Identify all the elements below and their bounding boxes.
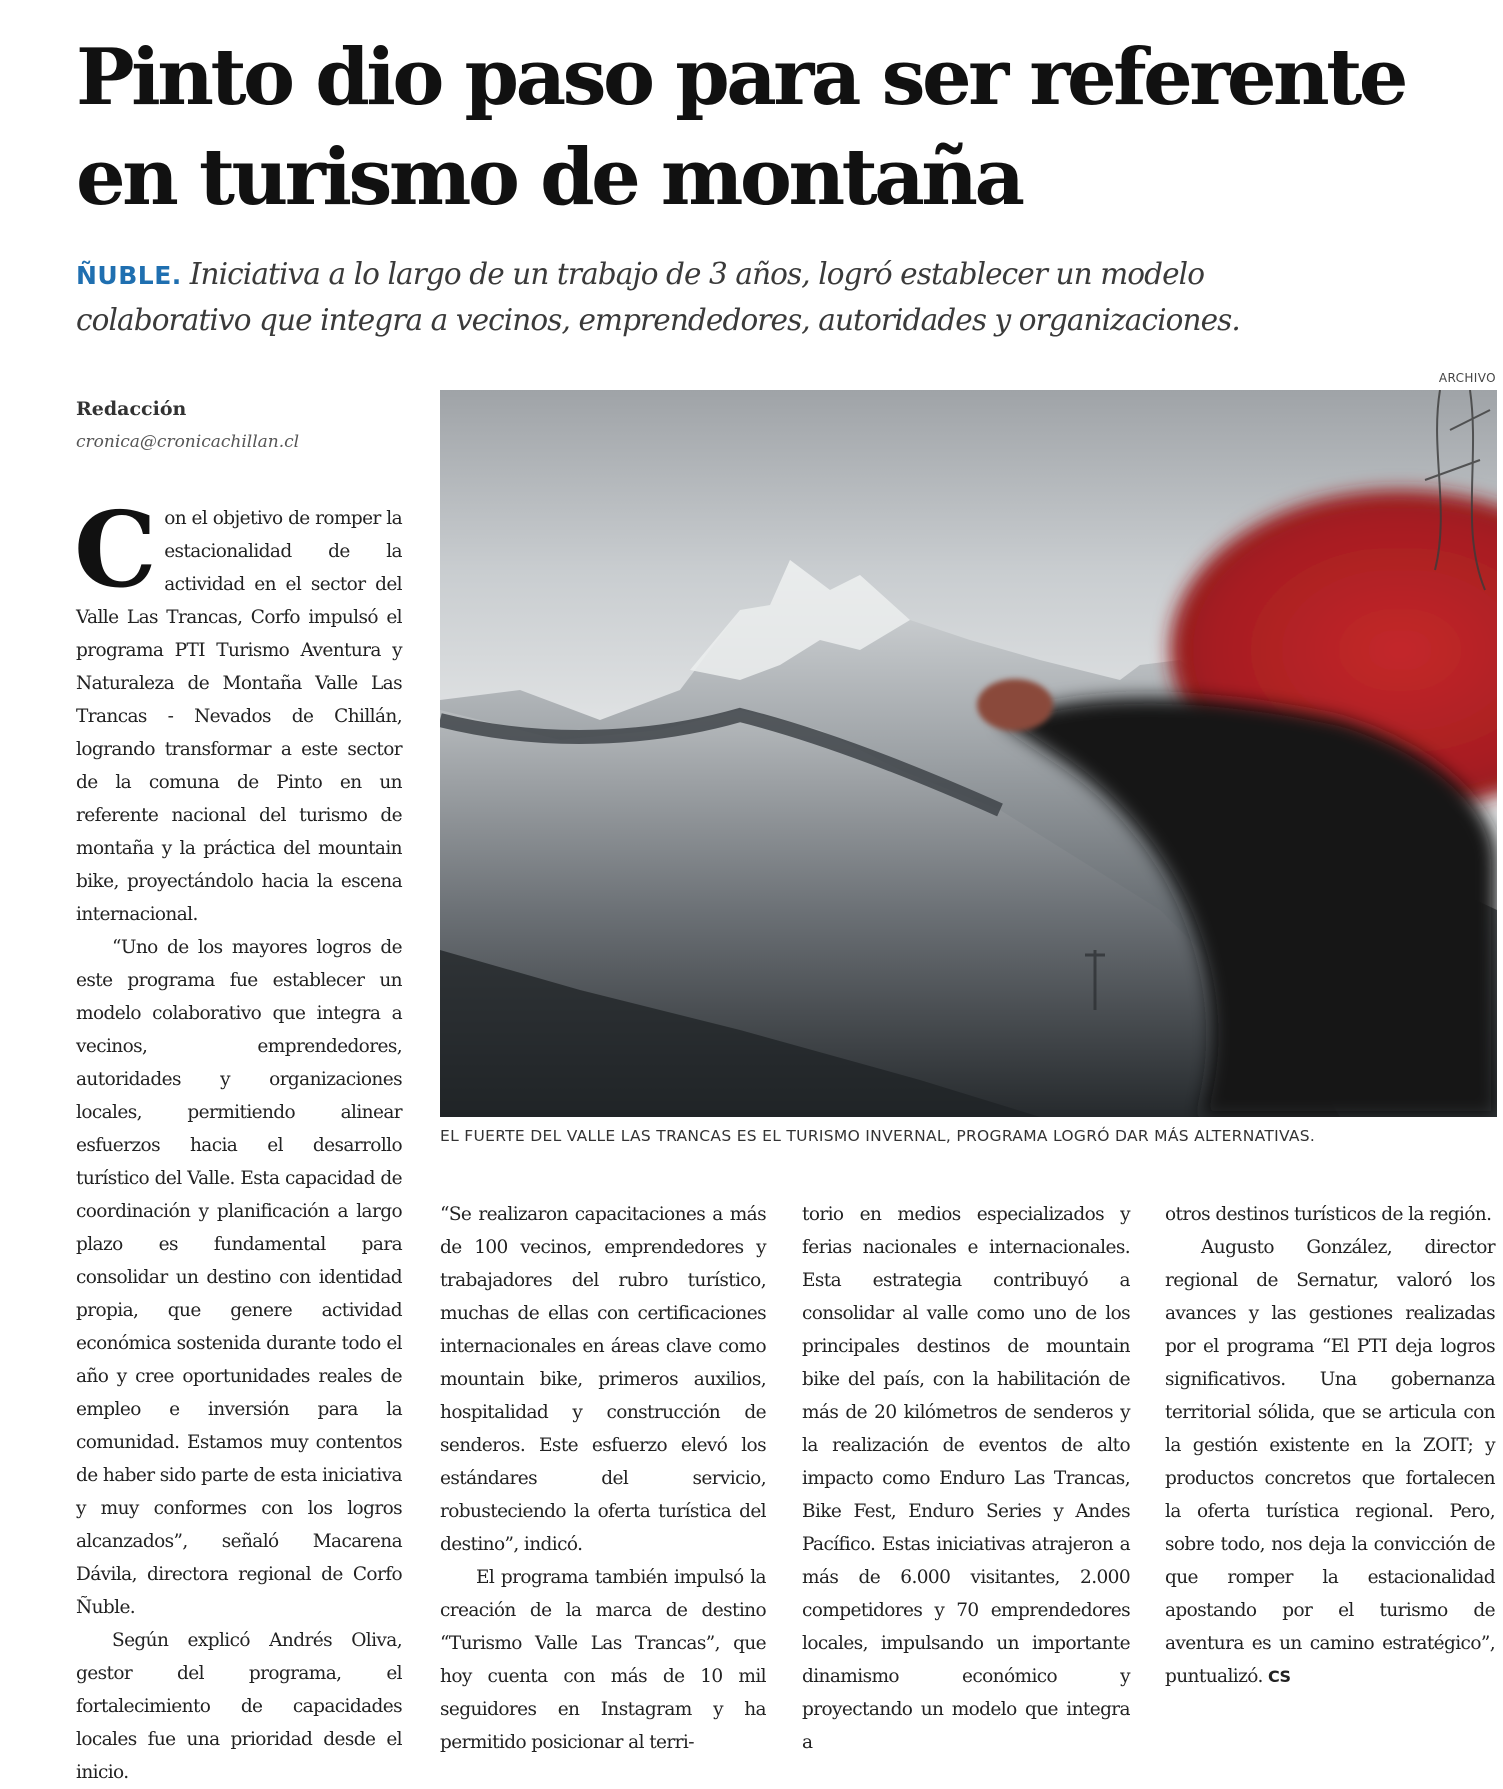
headline (76, 28, 1476, 228)
byline-author: Redacción (76, 398, 187, 420)
deck-text-1: Iniciativa a lo largo de un trabajo de 3 años, logró establecer un modelo (189, 257, 1205, 291)
paragraph-text: on el objetivo de romper la estacionalidad de la actividad en el sector del Valle Las Trancas, Corfo impulsó el programa PTI Turismo Aventura y Naturaleza de Montaña Valle Las Trancas - Nevados de Chillán, logrando transformar a este sector de la comuna de Pinto en un referente nacional del turismo de montaña y la práctica del mountain bike, proyectándolo hacia la escena internacional. (76, 508, 402, 925)
paragraph (74, 488, 402, 931)
mountain-photo-illustration (440, 390, 1497, 1117)
paragraph: Según explicó Andrés Oliva, gestor del programa, el fortalecimiento de capacidades locales fue una prioridad desde el inicio. (76, 1630, 402, 1783)
paragraph: otros destinos turísticos de la región. (1165, 1204, 1492, 1225)
deck-kicker: ÑUBLE. (76, 261, 182, 290)
photo-caption: EL FUERTE DEL VALLE LAS TRANCAS ES EL TURISMO INVERNAL, PROGRAMA LOGRÓ DAR MÁS ALTERNATIVAS. (440, 1127, 1316, 1145)
paragraph: “Uno de los mayores logros de este programa fue establecer un modelo colaborativo que integra a vecinos, emprendedores, autoridades y organizaciones locales, permitiendo alinear esfuerzos hacia el desarrollo turístico del Valle. Esta capacidad de coordinación y planificación a largo plazo es fundamental para consolidar un destino con identidad propia, que genere actividad económica sostenida durante todo el año y cree oportunidades reales de empleo e inversión para la comunidad. Estamos muy contentos de haber sido parte de esta iniciativa y muy conformes con los logros alcanzados”, señaló Macarena Dávila, directora regional de Corfo Ñuble. (76, 937, 402, 1618)
article-column-2 (440, 1198, 766, 1759)
photo-credit: ARCHIVO (1438, 371, 1496, 385)
paragraph (1165, 1231, 1495, 1693)
article-column-4 (1165, 1198, 1495, 1693)
drop-cap: C (74, 488, 157, 611)
deck-line-1 (76, 252, 1486, 298)
article-column-1 (74, 488, 402, 1789)
deck (76, 252, 1486, 343)
deck-line-2: colaborativo que integra a vecinos, emprendedores, autoridades y organizaciones. (76, 303, 1240, 337)
headline-line-2: en turismo de montaña (76, 132, 1022, 223)
paragraph: El programa también impulsó la creación de la marca de destino “Turismo Valle Las Trancas”, que hoy cuenta con más de 10 mil seguidores en Instagram y ha permitido posicionar al terri- (440, 1567, 766, 1753)
paragraph: “Se realizaron capacitaciones a más de 100 vecinos, emprendedores y trabajadores del rubro turístico, muchas de ellas con certificaciones internacionales en áreas clave como mountain bike, primeros auxilios, hospitalidad y construcción de senderos. Este esfuerzo elevó los estándares del servicio, robusteciendo la oferta turística del destino”, indicó. (440, 1204, 766, 1555)
byline-email[interactable]: cronica@cronicachillan.cl (76, 432, 300, 452)
headline-line-1: Pinto dio paso para ser referente (76, 32, 1405, 123)
paragraph-text: Augusto González, director regional de Sernatur, valoró los avances y las gestiones realizadas por el programa “El PTI deja logros significativos. Una gobernanza territorial sólida, que se articula con la gestión existente en la ZOIT; y productos concretos que fortalecen la oferta turística regional. Pero, sobre todo, nos deja la convicción de que romper la estacionalidad apostando por el turismo de aventura es un camino estratégico”, puntualizó. (1165, 1237, 1495, 1687)
paragraph: torio en medios especializados y ferias nacionales e internacionales. Esta estrategia contribuyó a consolidar al valle como uno de los principales destinos de mountain bike del país, con la habilitación de más de 20 kilómetros de senderos y la realización de eventos de alto impacto como Enduro Las Trancas, Bike Fest, Enduro Series y Andes Pacífico. Estas iniciativas atrajeron a más de 6.000 visitantes, 2.000 competidores y 70 emprendedores locales, impulsando un importante dinamismo económico y proyectando un modelo que integra a (802, 1204, 1130, 1753)
article-photo (440, 390, 1497, 1117)
article-column-3 (802, 1198, 1130, 1759)
end-mark-icon: CS (1268, 1667, 1291, 1686)
